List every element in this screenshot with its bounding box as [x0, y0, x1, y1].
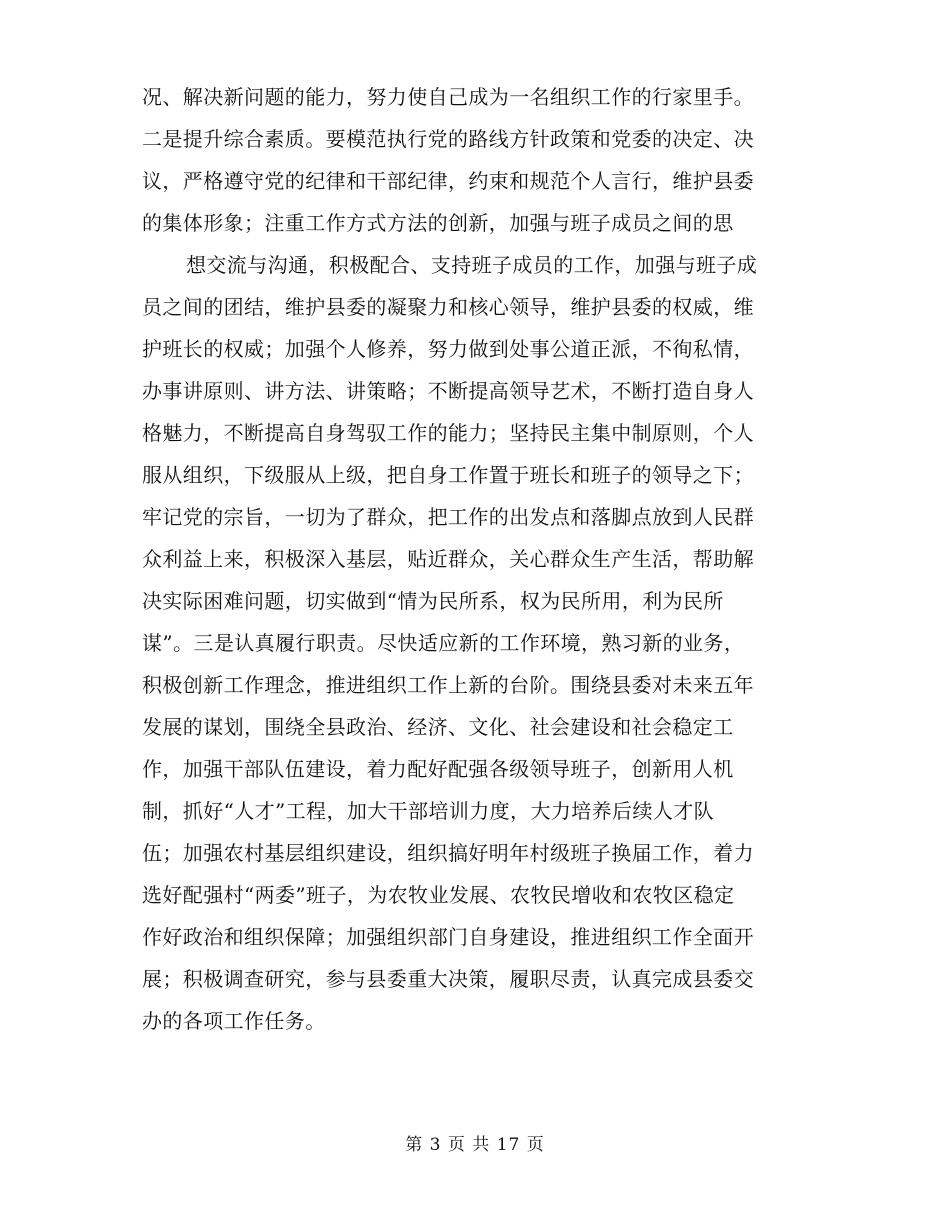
text-line-20: 选好配强村“两委”班子，为农牧业发展、农牧民增收和农牧区稳定	[142, 883, 735, 907]
text-line-15: 积极创新工作理念，推进组织工作上新的台阶。围绕县委对未来五年	[142, 673, 754, 697]
text-line-23: 办的各项工作任务。	[142, 1009, 326, 1033]
text-line-6: 员之间的团结，维护县委的凝聚力和核心领导，维护县委的权威，维	[142, 295, 754, 319]
text-line-12: 众利益上来，积极深入基层，贴近群众，关心群众生产生活，帮助解	[142, 547, 754, 571]
text-line-9: 格魅力，不断提高自身驾驭工作的能力；坚持民主集中制原则，个人	[142, 421, 754, 445]
text-line-17: 作，加强干部队伍建设，着力配好配强各级领导班子，创新用人机	[142, 757, 734, 781]
text-line-11: 牢记党的宗旨，一切为了群众，把工作的出发点和落脚点放到人民群	[142, 505, 754, 529]
page-number-footer: 第 3 页 共 17 页	[405, 1135, 545, 1155]
text-line-14: 谋”。三是认真履行职责。尽快适应新的工作环境，熟习新的业务，	[142, 631, 745, 655]
text-line-21: 作好政治和组织保障；加强组织部门自身建设，推进组织工作全面开	[142, 925, 754, 949]
document-body	[142, 76, 802, 1042]
text-line-8: 办事讲原则、讲方法、讲策略；不断提高领导艺术，不断打造自身人	[142, 379, 754, 403]
text-line-16: 发展的谋划，围绕全县政治、经济、文化、社会建设和社会稳定工	[142, 715, 734, 739]
text-line-10: 服从组织，下级服从上级，把自身工作置于班长和班子的领导之下；	[142, 463, 754, 487]
text-line-1: 况、解决新问题的能力，努力使自己成为一名组织工作的行家里手。	[142, 85, 754, 109]
text-line-5: 想交流与沟通，积极配合、支持班子成员的工作，加强与班子成	[186, 253, 758, 277]
text-line-13: 决实际困难问题，切实做到“情为民所系，权为民所用，利为民所	[142, 589, 724, 613]
text-line-3: 议，严格遵守党的纪律和干部纪律，约束和规范个人言行，维护县委	[142, 169, 754, 193]
text-line-4: 的集体形象；注重工作方式方法的创新，加强与班子成员之间的思	[142, 211, 734, 235]
text-line-19: 伍；加强农村基层组织建设，组织搞好明年村级班子换届工作，着力	[142, 841, 754, 865]
text-line-2: 二是提升综合素质。要模范执行党的路线方针政策和党委的决定、决	[142, 127, 754, 151]
text-line-7: 护班长的权威；加强个人修养，努力做到处事公道正派，不徇私情，	[142, 337, 754, 361]
text-line-22: 展；积极调查研究，参与县委重大决策，履职尽责，认真完成县委交	[142, 967, 754, 991]
text-line-18: 制，抓好“人才”工程，加大干部培训力度，大力培养后续人才队	[142, 799, 715, 823]
